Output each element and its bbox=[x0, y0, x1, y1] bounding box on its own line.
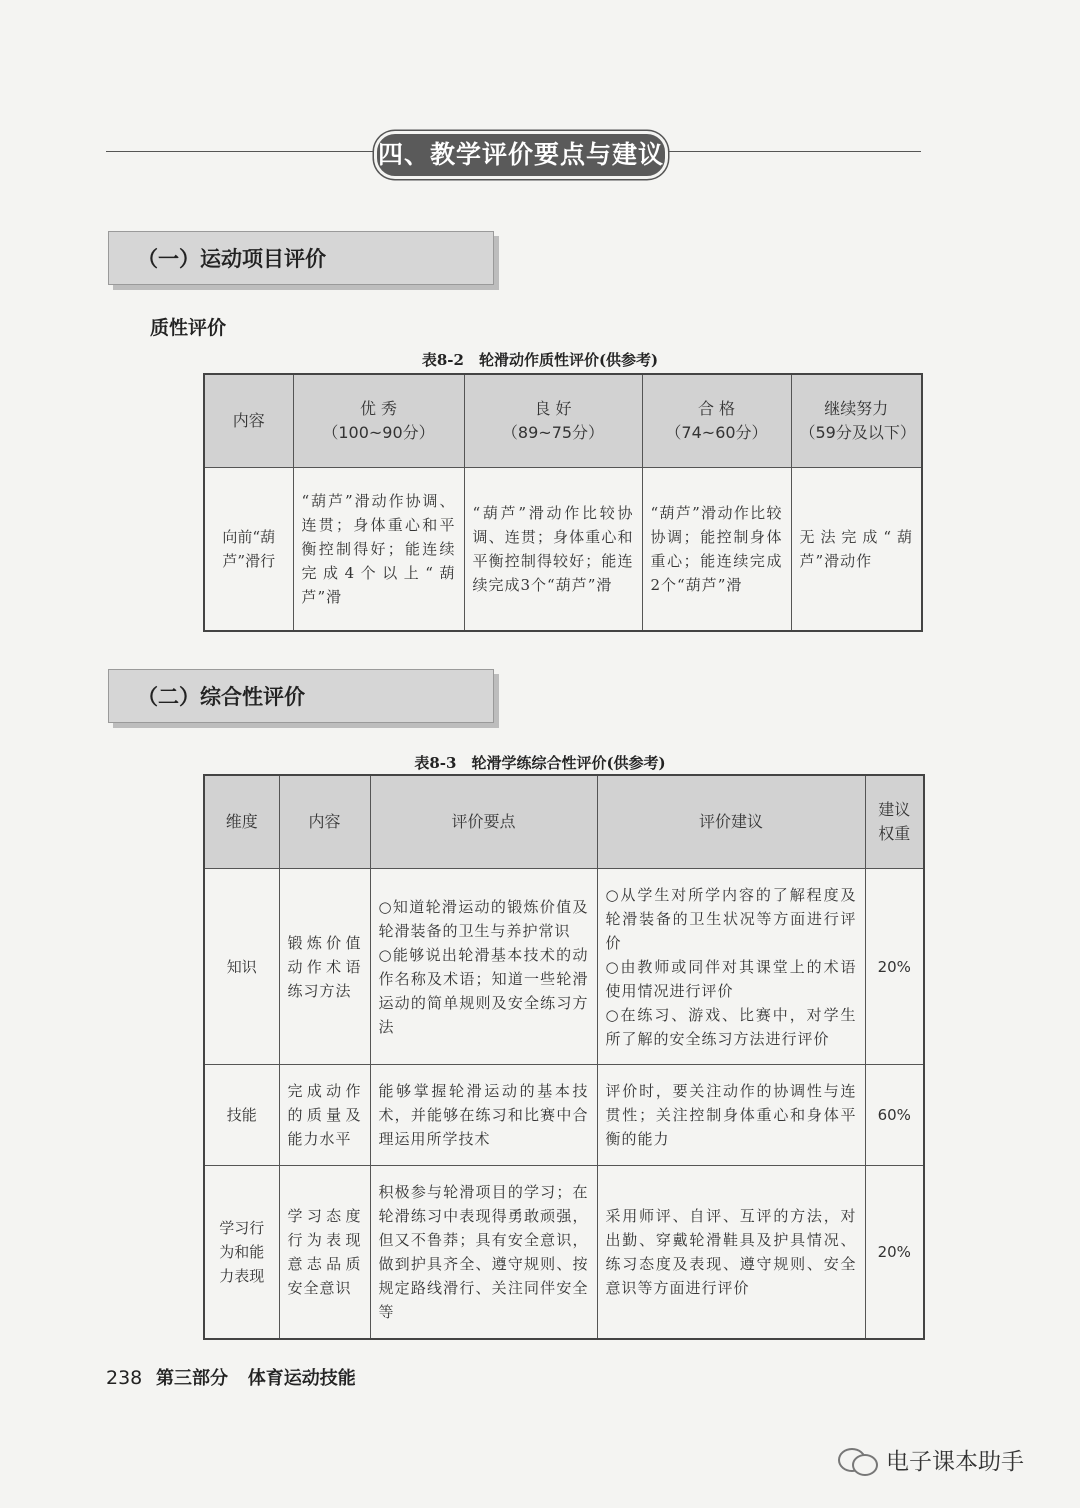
table-header-row bbox=[204, 374, 922, 468]
chapter-title: 四、教学评价要点与建议 bbox=[374, 131, 668, 179]
cell-effort: 无法完成“葫芦”滑动作 bbox=[791, 468, 922, 632]
advice-item: 采用师评、自评、互评的方法，对出勤、穿戴轮滑鞋具及护具情况、练习态度及表现、遵守规则、安全意识等方面进行评价 bbox=[605, 1207, 857, 1297]
point-item: 能够掌握轮滑运动的基本技术，并能够在练习和比赛中合理运用所学技术 bbox=[378, 1082, 589, 1148]
header-weight-line1: 建议 bbox=[878, 800, 911, 819]
header-content: 内容 bbox=[279, 775, 370, 869]
cell-advice bbox=[597, 1065, 865, 1166]
cell-content: 向前“葫芦”滑行 bbox=[204, 468, 293, 632]
cell-dimension: 知识 bbox=[204, 869, 279, 1065]
header-effort-range: （59分及以下） bbox=[799, 423, 916, 442]
header-good bbox=[464, 374, 642, 468]
point-item: ○能够说出轮滑基本技术的动作名称及术语；知道一些轮滑运动的简单规则及安全练习方法 bbox=[378, 945, 589, 1036]
cell-dimension: 技能 bbox=[204, 1065, 279, 1166]
header-pass-label: 合 格 bbox=[697, 399, 736, 418]
header-excellent bbox=[293, 374, 464, 468]
table-row bbox=[204, 1065, 924, 1166]
cell-weight: 20% bbox=[865, 869, 924, 1065]
point-item: ○知道轮滑运动的锻炼价值及轮滑装备的卫生与养护常识 bbox=[378, 897, 589, 940]
table-8-3 bbox=[203, 774, 925, 1340]
header-advice: 评价建议 bbox=[597, 775, 865, 869]
section-title-1: （一）运动项目评价 bbox=[108, 231, 494, 285]
watermark bbox=[838, 1443, 1024, 1476]
page-number: 238 bbox=[106, 1367, 143, 1389]
section-title-2: （二）综合性评价 bbox=[108, 669, 494, 723]
footer-title: 体育运动技能 bbox=[247, 1368, 356, 1389]
cell-excellent: “葫芦”滑动作协调、连贯；身体重心和平衡控制得好；能连续完成4个以上“葫芦”滑 bbox=[293, 468, 464, 632]
cell-points bbox=[370, 1065, 597, 1166]
page-footer bbox=[106, 1364, 356, 1390]
advice-item: ○由教师或同伴对其课堂上的术语使用情况进行评价 bbox=[605, 957, 857, 1000]
cell-points bbox=[370, 869, 597, 1065]
table-row bbox=[204, 1166, 924, 1340]
cell-dimension: 学习行为和能力表现 bbox=[204, 1166, 279, 1340]
header-excellent-label: 优 秀 bbox=[359, 399, 398, 418]
table-row bbox=[204, 869, 924, 1065]
table-row bbox=[204, 468, 922, 632]
cell-weight: 60% bbox=[865, 1065, 924, 1166]
header-excellent-range: （100~90分） bbox=[322, 423, 435, 442]
header-points: 评价要点 bbox=[370, 775, 597, 869]
cell-advice bbox=[597, 869, 865, 1065]
table-caption-8-2: 表8-2 轮滑动作质性评价(供参考) bbox=[421, 351, 659, 369]
point-item: 积极参与轮滑项目的学习；在轮滑练习中表现得勇敢顽强，但又不鲁莽；具有安全意识，做到护具齐全、遵守规则、按规定路线滑行、关注同伴安全等 bbox=[378, 1183, 589, 1321]
cell-content: 学习态度 行为表现 意志品质 安全意识 bbox=[279, 1166, 370, 1340]
cell-good: “葫芦”滑动作比较协调、连贯；身体重心和平衡控制得较好；能连续完成3个“葫芦”滑 bbox=[464, 468, 642, 632]
header-weight bbox=[865, 775, 924, 869]
header-good-range: （89~75分） bbox=[501, 423, 605, 442]
table-header-row bbox=[204, 775, 924, 869]
wechat-icon bbox=[838, 1446, 878, 1474]
header-content: 内容 bbox=[204, 374, 293, 468]
subheading-qualitative: 质性评价 bbox=[150, 317, 227, 339]
cell-advice bbox=[597, 1166, 865, 1340]
header-effort bbox=[791, 374, 922, 468]
header-pass-range: （74~60分） bbox=[665, 423, 768, 442]
table-8-2 bbox=[203, 373, 923, 632]
header-good-label: 良 好 bbox=[534, 399, 572, 418]
header-weight-line2: 权重 bbox=[878, 824, 911, 843]
cell-pass: “葫芦”滑动作比较协调；能控制身体重心；能连续完成2个“葫芦”滑 bbox=[642, 468, 791, 632]
footer-part: 第三部分 bbox=[156, 1368, 228, 1389]
header-effort-label: 继续努力 bbox=[824, 399, 889, 418]
header-pass bbox=[642, 374, 791, 468]
cell-content: 锻炼价值 动作术语 练习方法 bbox=[279, 869, 370, 1065]
cell-content: 完成动作的质量及能力水平 bbox=[279, 1065, 370, 1166]
advice-item: 评价时，要关注动作的协调性与连贯性；关注控制身体重心和身体平衡的能力 bbox=[605, 1082, 857, 1148]
cell-points bbox=[370, 1166, 597, 1340]
watermark-text: 电子课本助手 bbox=[886, 1449, 1024, 1475]
advice-item: ○在练习、游戏、比赛中，对学生所了解的安全练习方法进行评价 bbox=[605, 1005, 857, 1048]
advice-item: ○从学生对所学内容的了解程度及轮滑装备的卫生状况等方面进行评价 bbox=[605, 885, 857, 952]
table-caption-8-3: 表8-3 轮滑学练综合性评价(供参考) bbox=[414, 754, 666, 772]
header-dimension: 维度 bbox=[204, 775, 279, 869]
cell-weight: 20% bbox=[865, 1166, 924, 1340]
